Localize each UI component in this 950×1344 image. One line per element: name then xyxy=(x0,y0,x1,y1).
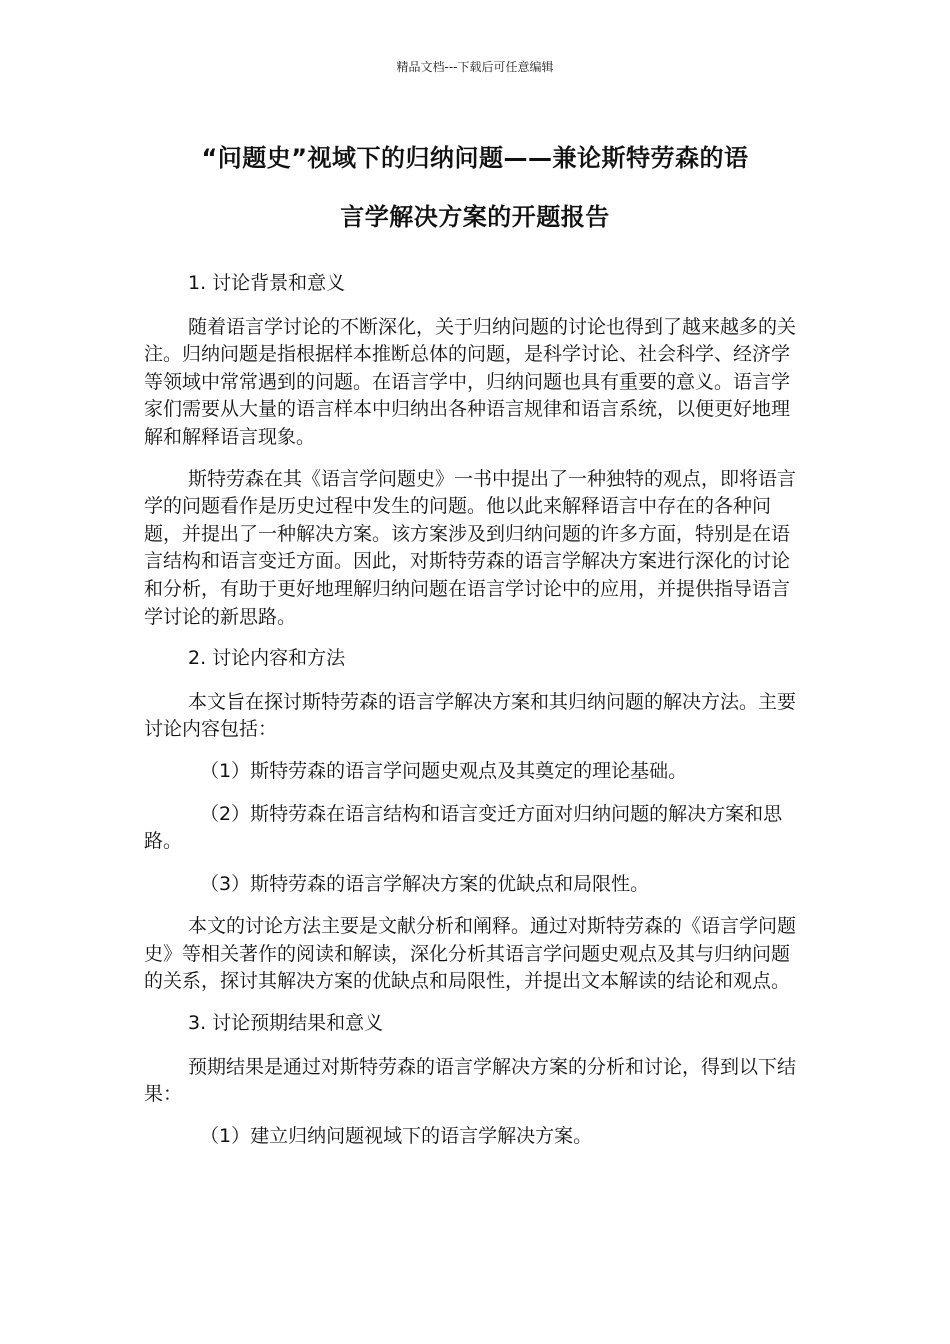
section-2-item-2: （2）斯特劳森在语言结构和语言变迁方面对归纳问题的解决方案和思路。 xyxy=(144,802,783,853)
section-3-paragraph-1: 预期结果是通过对斯特劳森的语言学解决方案的分析和讨论，得到以下结果： xyxy=(144,1055,797,1106)
section-2-heading: 2. 讨论内容和方法 xyxy=(188,647,346,670)
section-1-heading: 1. 讨论背景和意义 xyxy=(188,272,346,294)
section-3-item-1: （1）建立归纳问题视域下的语言学解决方案。 xyxy=(200,1124,593,1147)
section-3-heading: 3. 讨论预期结果和意义 xyxy=(188,1012,384,1035)
page-header: 精品文档---下载后可任意编辑 xyxy=(396,60,554,74)
document-body xyxy=(144,270,804,1165)
section-1-paragraph-1: 随着语言学讨论的不断深化，关于归纳问题的讨论也得到了越来越多的关注。归纳问题是指根据样本推断总体的问题，是科学讨论、社会科学、经济学等领域中常常遇到的问题。在语言学中，归纳问题也具有重要的意义。语言学家们需要从大量的语言样本中归纳出各种语言规律和语言系统，以便更好地理解和解释语言现象。 xyxy=(144,315,797,448)
section-2-item-1: （1）斯特劳森的语言学问题史观点及其奠定的理论基础。 xyxy=(200,759,688,782)
section-1-paragraph-2: 斯特劳森在其《语言学问题史》一书中提出了一种独特的观点，即将语言学的问题看作是历史过程中发生的问题。他以此来解释语言中存在的各种问题，并提出了一种解决方案。该方案涉及到归纳问题的许多方面，特别是在语言结构和语言变迁方面。因此，对斯特劳森的语言学解决方案进行深化的讨论和分析，有助于更好地理解归纳问题在语言学讨论中的应用，并提供指导语言学讨论的新思路。 xyxy=(144,467,797,628)
section-2-paragraph-1: 本文旨在探讨斯特劳森的语言学解决方案和其归纳问题的解决方法。主要讨论内容包括： xyxy=(144,690,797,741)
title-line-1: “问题史”视域下的归纳问题——兼论斯特劳森的语 xyxy=(201,144,749,172)
section-2-item-3: （3）斯特劳森的语言学解决方案的优缺点和局限性。 xyxy=(200,872,650,895)
section-2-paragraph-2: 本文的讨论方法主要是文献分析和阐释。通过对斯特劳森的《语言学问题史》等相关著作的阅读和解读，深化分析其语言学问题史观点及其与归纳问题的关系，探讨其解决方案的优缺点和局限性，并提出文本解读的结论和观点。 xyxy=(144,915,797,993)
title-line-2: 言学解决方案的开题报告 xyxy=(340,203,610,231)
